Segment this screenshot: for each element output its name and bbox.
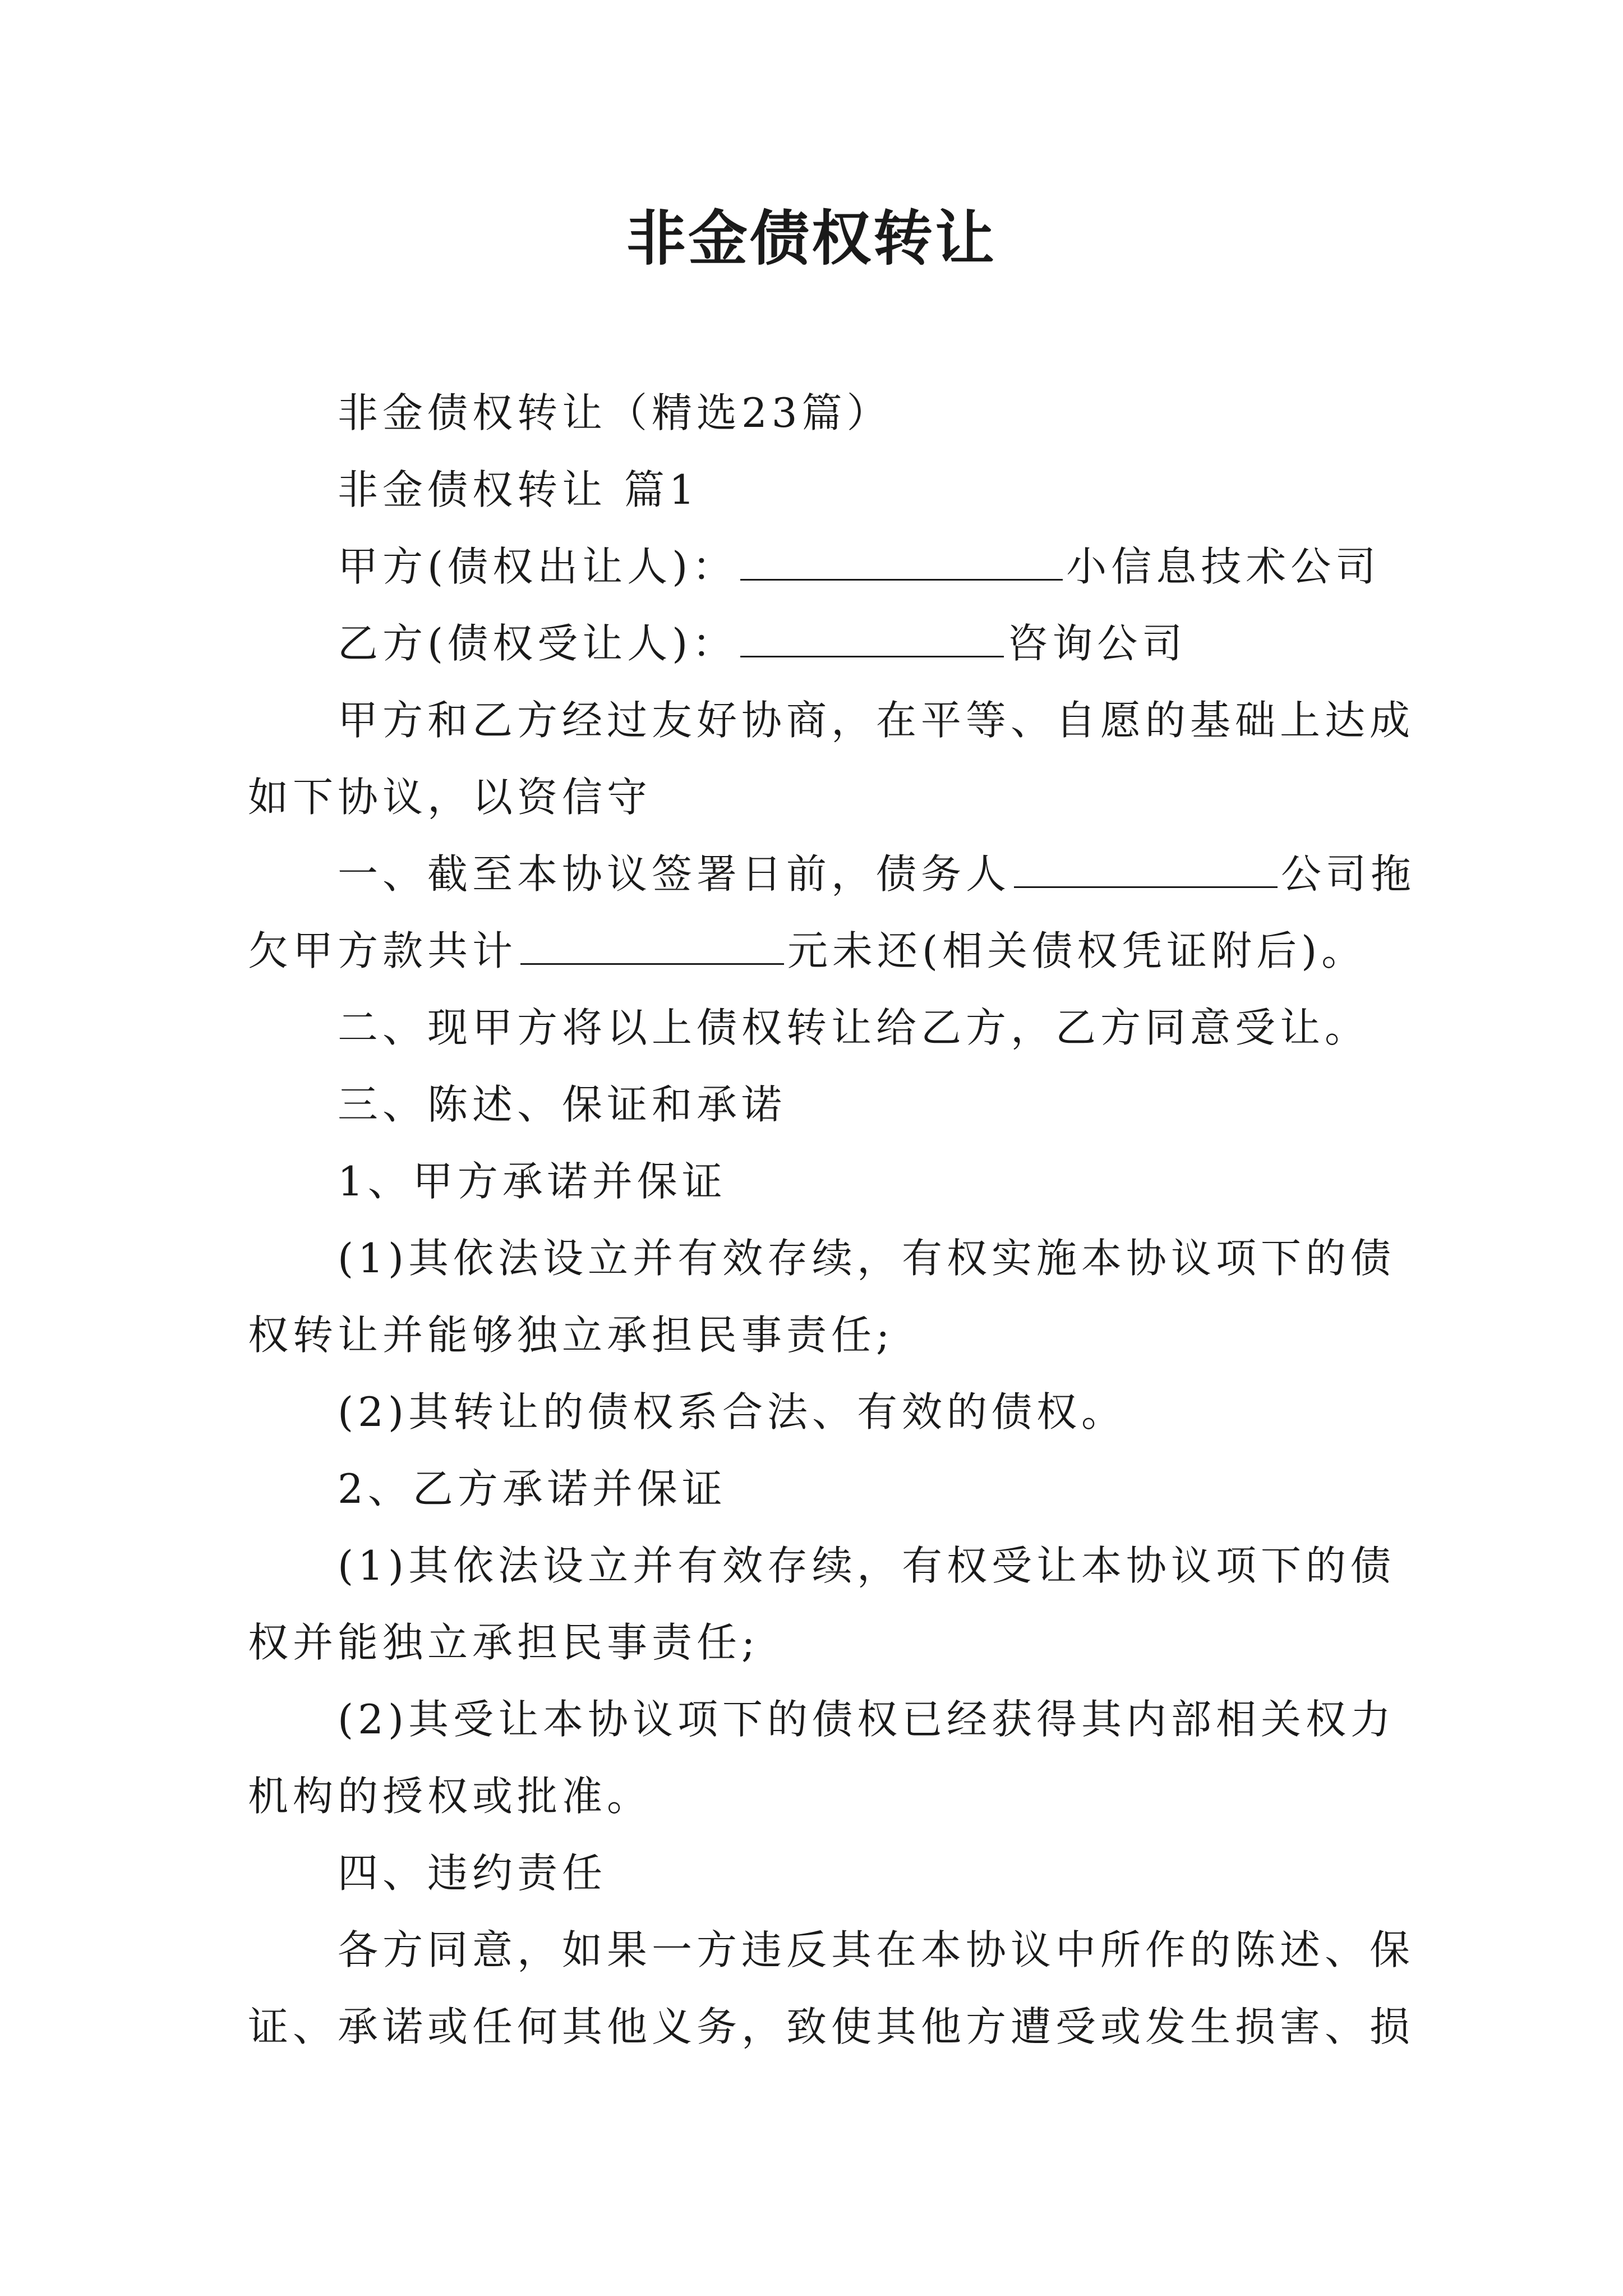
party-a-label: 甲方(债权出让人)： bbox=[338, 543, 737, 590]
clause-1-text-a: 一、截至本协议签署日前，债务人 bbox=[338, 850, 1011, 898]
clause-1-line-2 bbox=[248, 913, 1381, 990]
clause-3-2-b-line-1: (2)其受让本协议项下的债权已经获得其内部相关权力 bbox=[338, 1696, 1395, 1743]
party-a-blank bbox=[740, 543, 1063, 581]
clause-3-1-heading: 1、甲方承诺并保证 bbox=[338, 1158, 727, 1205]
clause-1-text-c: 欠甲方款共计 bbox=[248, 927, 518, 974]
clause-3-1-a-line-2: 权转让并能够独立承担民事责任; bbox=[248, 1312, 895, 1359]
clause-1-text-b: 公司拖 bbox=[1281, 850, 1416, 898]
party-a-line bbox=[248, 528, 1381, 605]
clause-3-1-b: (2)其转让的债权系合法、有效的债权。 bbox=[338, 1388, 1126, 1435]
document-subtitle: 非金债权转让（精选23篇） bbox=[338, 389, 892, 436]
clause-3-2-b-line-2: 机构的授权或批准。 bbox=[248, 1773, 652, 1820]
party-a-suffix: 小信息技术公司 bbox=[1066, 543, 1381, 590]
document-body bbox=[248, 375, 1416, 2065]
intro-line-2: 如下协议，以资信守 bbox=[248, 774, 652, 821]
party-b-line bbox=[248, 605, 1381, 682]
party-b-suffix: 咨询公司 bbox=[1007, 620, 1187, 667]
clause-3-heading: 三、陈述、保证和承诺 bbox=[338, 1081, 787, 1128]
amount-blank bbox=[520, 927, 784, 965]
party-b-label: 乙方(债权受让人)： bbox=[338, 620, 737, 667]
clause-4-line-1: 各方同意，如果一方违反其在本协议中所作的陈述、保 bbox=[338, 1926, 1415, 1973]
debtor-blank bbox=[1014, 850, 1278, 888]
clause-3-2-heading: 2、乙方承诺并保证 bbox=[338, 1465, 727, 1512]
clause-3-2-a-line-2: 权并能独立承担民事责任; bbox=[248, 1619, 760, 1666]
clause-4-heading: 四、违约责任 bbox=[338, 1849, 607, 1897]
clause-3-2-a-line-1: (1)其依法设立并有效存续，有权受让本协议项下的债 bbox=[338, 1542, 1395, 1589]
clause-3-1-a-line-1: (1)其依法设立并有效存续，有权实施本协议项下的债 bbox=[338, 1235, 1395, 1282]
intro-line-1: 甲方和乙方经过友好协商，在平等、自愿的基础上达成 bbox=[338, 697, 1415, 744]
section-heading: 非金债权转让 篇1 bbox=[338, 466, 699, 513]
document-title: 非金债权转让 bbox=[626, 203, 997, 273]
clause-4-line-2: 证、承诺或任何其他义务，致使其他方遭受或发生损害、损 bbox=[248, 2003, 1415, 2050]
clause-2: 二、现甲方将以上债权转让给乙方，乙方同意受让。 bbox=[338, 1004, 1370, 1051]
clause-1-line-1 bbox=[248, 836, 1416, 913]
clause-1-text-d: 元未还(相关债权凭证附后)。 bbox=[787, 927, 1367, 974]
party-b-blank bbox=[740, 620, 1004, 657]
